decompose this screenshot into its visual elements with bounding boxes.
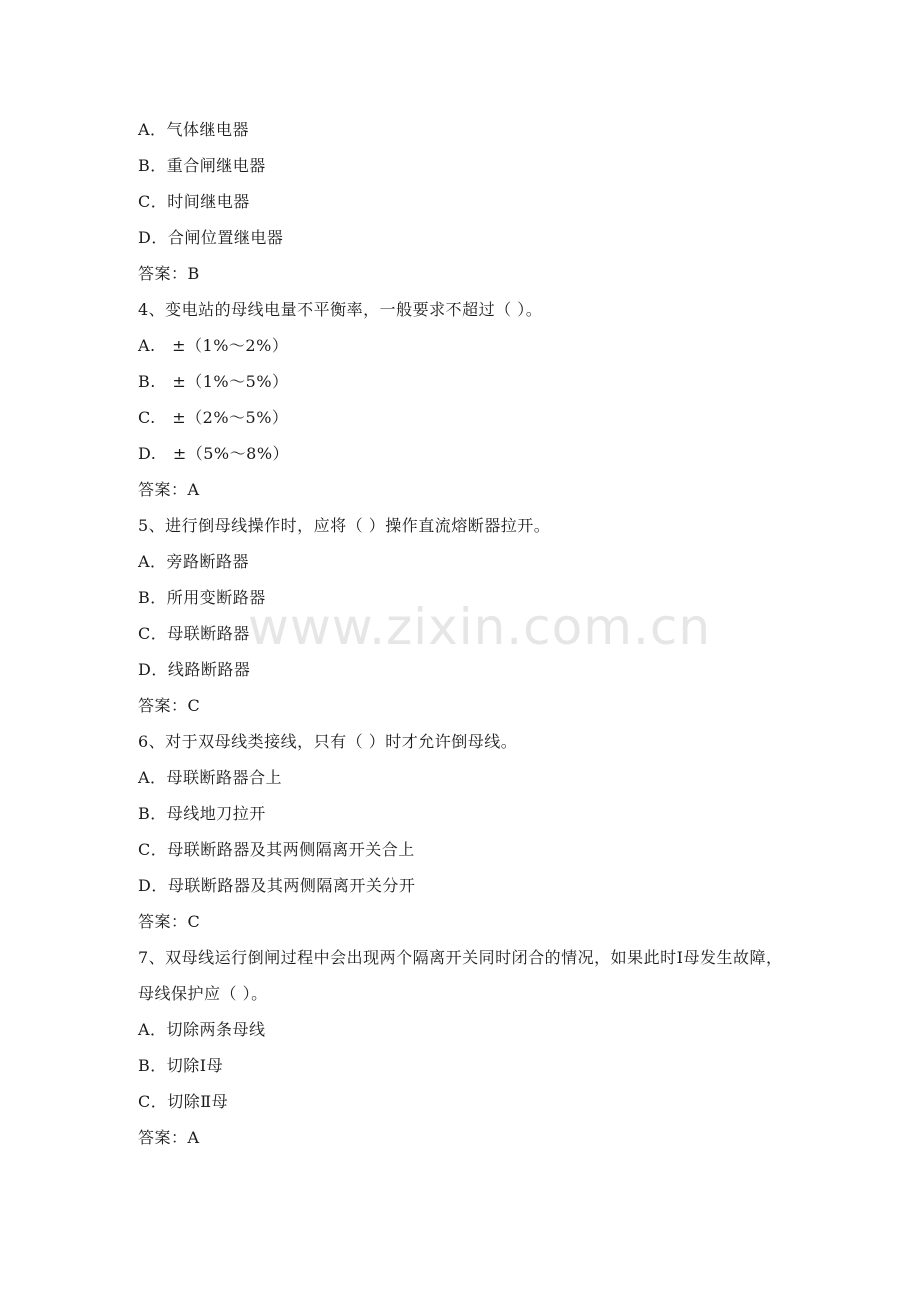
- option-a: A．旁路断路器: [138, 552, 250, 571]
- option-d: D．母联断路器及其两侧隔离开关分开: [138, 876, 416, 895]
- answer-line: 答案：B: [138, 264, 200, 283]
- option-d: D．合闸位置继电器: [138, 228, 284, 247]
- option-d: D．线路断路器: [138, 660, 251, 679]
- option-a: A．气体继电器: [138, 120, 250, 139]
- option-c: C．切除Ⅱ母: [138, 1092, 229, 1111]
- question-4-block: [138, 292, 798, 508]
- option-a: A．母联断路器合上: [138, 768, 283, 787]
- option-b: B．切除Ⅰ母: [138, 1056, 224, 1075]
- option-c: C．时间继电器: [138, 192, 250, 211]
- option-b: B．母线地刀拉开: [138, 804, 266, 823]
- question-text: 4、变电站的母线电量不平衡率，一般要求不超过（ ）。: [138, 300, 543, 319]
- option-b: B. ±（1%～5%）: [138, 372, 289, 391]
- answer-line: 答案：C: [138, 912, 201, 931]
- watermark-text: www.zixin.com.cn: [248, 598, 712, 656]
- question-5-block: [138, 508, 798, 724]
- option-d: D. ±（5%～8%）: [138, 444, 290, 463]
- question-3-block: [138, 112, 798, 292]
- question-6-block: [138, 724, 798, 940]
- question-text: 5、进行倒母线操作时，应将（ ）操作直流熔断器拉开。: [138, 516, 551, 535]
- option-a: A. ±（1%～2%）: [138, 336, 289, 355]
- question-7-block: [138, 940, 798, 1156]
- option-b: B．所用变断路器: [138, 588, 266, 607]
- option-c: C. ±（2%～5%）: [138, 408, 289, 427]
- option-b: B．重合闸继电器: [138, 156, 266, 175]
- document-page: [138, 112, 798, 1156]
- answer-line: 答案：A: [138, 480, 200, 499]
- option-c: C．母联断路器及其两侧隔离开关合上: [138, 840, 415, 859]
- option-a: A．切除两条母线: [138, 1020, 266, 1039]
- question-text: 6、对于双母线类接线，只有（ ）时才允许倒母线。: [138, 732, 518, 751]
- answer-line: 答案：C: [138, 696, 201, 715]
- question-text: 7、双母线运行倒闸过程中会出现两个隔离开关同时闭合的情况，如果此时Ⅰ母发生故障，母线保护应（ ）。: [138, 948, 783, 1003]
- answer-line: 答案：A: [138, 1128, 200, 1147]
- option-c: C．母联断路器: [138, 624, 250, 643]
